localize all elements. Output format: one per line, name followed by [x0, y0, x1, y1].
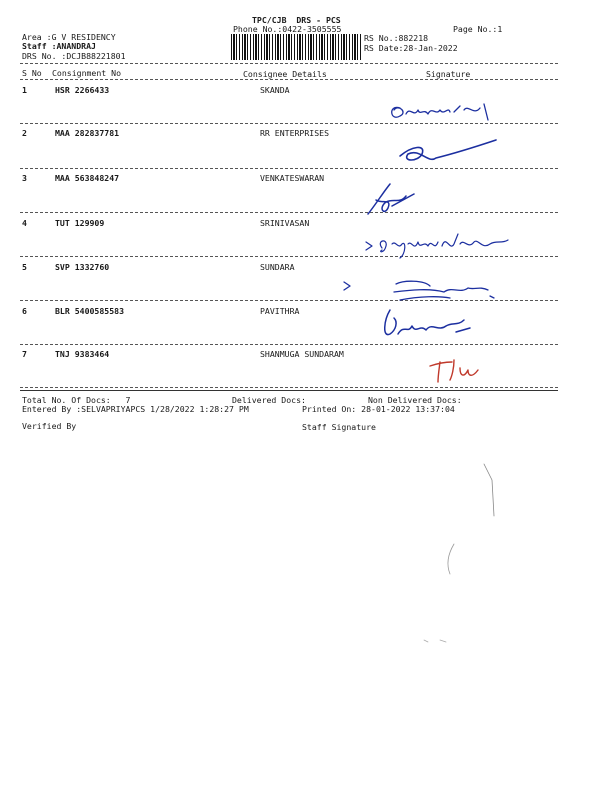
- row-sno: 1: [22, 85, 27, 95]
- row-consignee: VENKATESWARAN: [260, 173, 325, 183]
- rs-date: RS Date:28-Jan-2022: [364, 43, 458, 53]
- signature-image: [426, 354, 486, 384]
- scan-mark: [480, 460, 510, 520]
- row-consignment-no: BLR 5400585583: [55, 306, 125, 316]
- table-bottom-rule: [20, 390, 558, 391]
- row-consignment-no: TNJ 9383464: [55, 349, 110, 359]
- row-consignee: SRINIVASAN: [260, 218, 310, 228]
- row-consignment-no: SVP 1332760: [55, 262, 110, 272]
- non-delivered-docs: Non Delivered Docs:: [368, 395, 462, 405]
- signature-image: [362, 228, 512, 262]
- row-consignee: SHANMUGA SUNDARAM: [260, 349, 344, 359]
- signature-image: [392, 136, 502, 170]
- total-docs: Total No. Of Docs: 7: [22, 395, 131, 405]
- row-sno: 3: [22, 173, 27, 183]
- row-consignment-no: HSR 2266433: [55, 85, 110, 95]
- page-number: Page No.:1: [453, 24, 503, 34]
- row-consignee: RR ENTERPRISES: [260, 128, 330, 138]
- row-consignee: SUNDARA: [260, 262, 295, 272]
- document-title: TPC/CJB DRS - PCS: [252, 15, 341, 25]
- column-header-divider: [20, 79, 558, 80]
- barcode-image: [231, 34, 361, 60]
- area-label: Area :G V RESIDENCY: [22, 32, 116, 42]
- row-consignment-no: TUT 129909: [55, 218, 105, 228]
- scan-mark: [440, 540, 460, 580]
- signature-image: [376, 304, 486, 344]
- signature-image: [384, 96, 504, 130]
- row-sno: 2: [22, 128, 27, 138]
- signature-image: [362, 180, 432, 220]
- row-consignee: SKANDA: [260, 85, 290, 95]
- verified-by-label: Verified By: [22, 421, 77, 431]
- signature-image: [340, 272, 500, 306]
- scan-mark: [420, 630, 460, 650]
- row-consignment-no: MAA 563848247: [55, 173, 120, 183]
- row-sno: 7: [22, 349, 27, 359]
- column-header-consignment: Consignment No: [52, 68, 122, 78]
- header-divider: [20, 63, 558, 64]
- rs-number: RS No.:882218: [364, 33, 429, 43]
- staff-label: Staff :ANANDRAJ: [22, 41, 96, 51]
- staff-signature-label: Staff Signature: [302, 422, 376, 432]
- row-divider: [20, 212, 558, 213]
- row-divider: [20, 344, 558, 345]
- column-header-sno: S No: [22, 68, 42, 78]
- row-sno: 5: [22, 262, 27, 272]
- row-sno: 6: [22, 306, 27, 316]
- row-sno: 4: [22, 218, 27, 228]
- row-consignee: PAVITHRA: [260, 306, 300, 316]
- phone-number: Phone No.:0422-3505555: [233, 24, 342, 34]
- delivered-docs: Delivered Docs:: [232, 395, 306, 405]
- row-consignment-no: MAA 282837781: [55, 128, 120, 138]
- column-header-consignee: Consignee Details: [243, 69, 327, 79]
- entered-by: Entered By :SELVAPRIYAPCS 1/28/2022 1:28:27 PM: [22, 404, 249, 414]
- printed-on: Printed On: 28-01-2022 13:37:04: [302, 404, 455, 414]
- column-header-signature: Signature: [426, 69, 471, 79]
- drs-number: DRS No. :DCJB88221801: [22, 51, 126, 61]
- row-divider: [20, 387, 558, 388]
